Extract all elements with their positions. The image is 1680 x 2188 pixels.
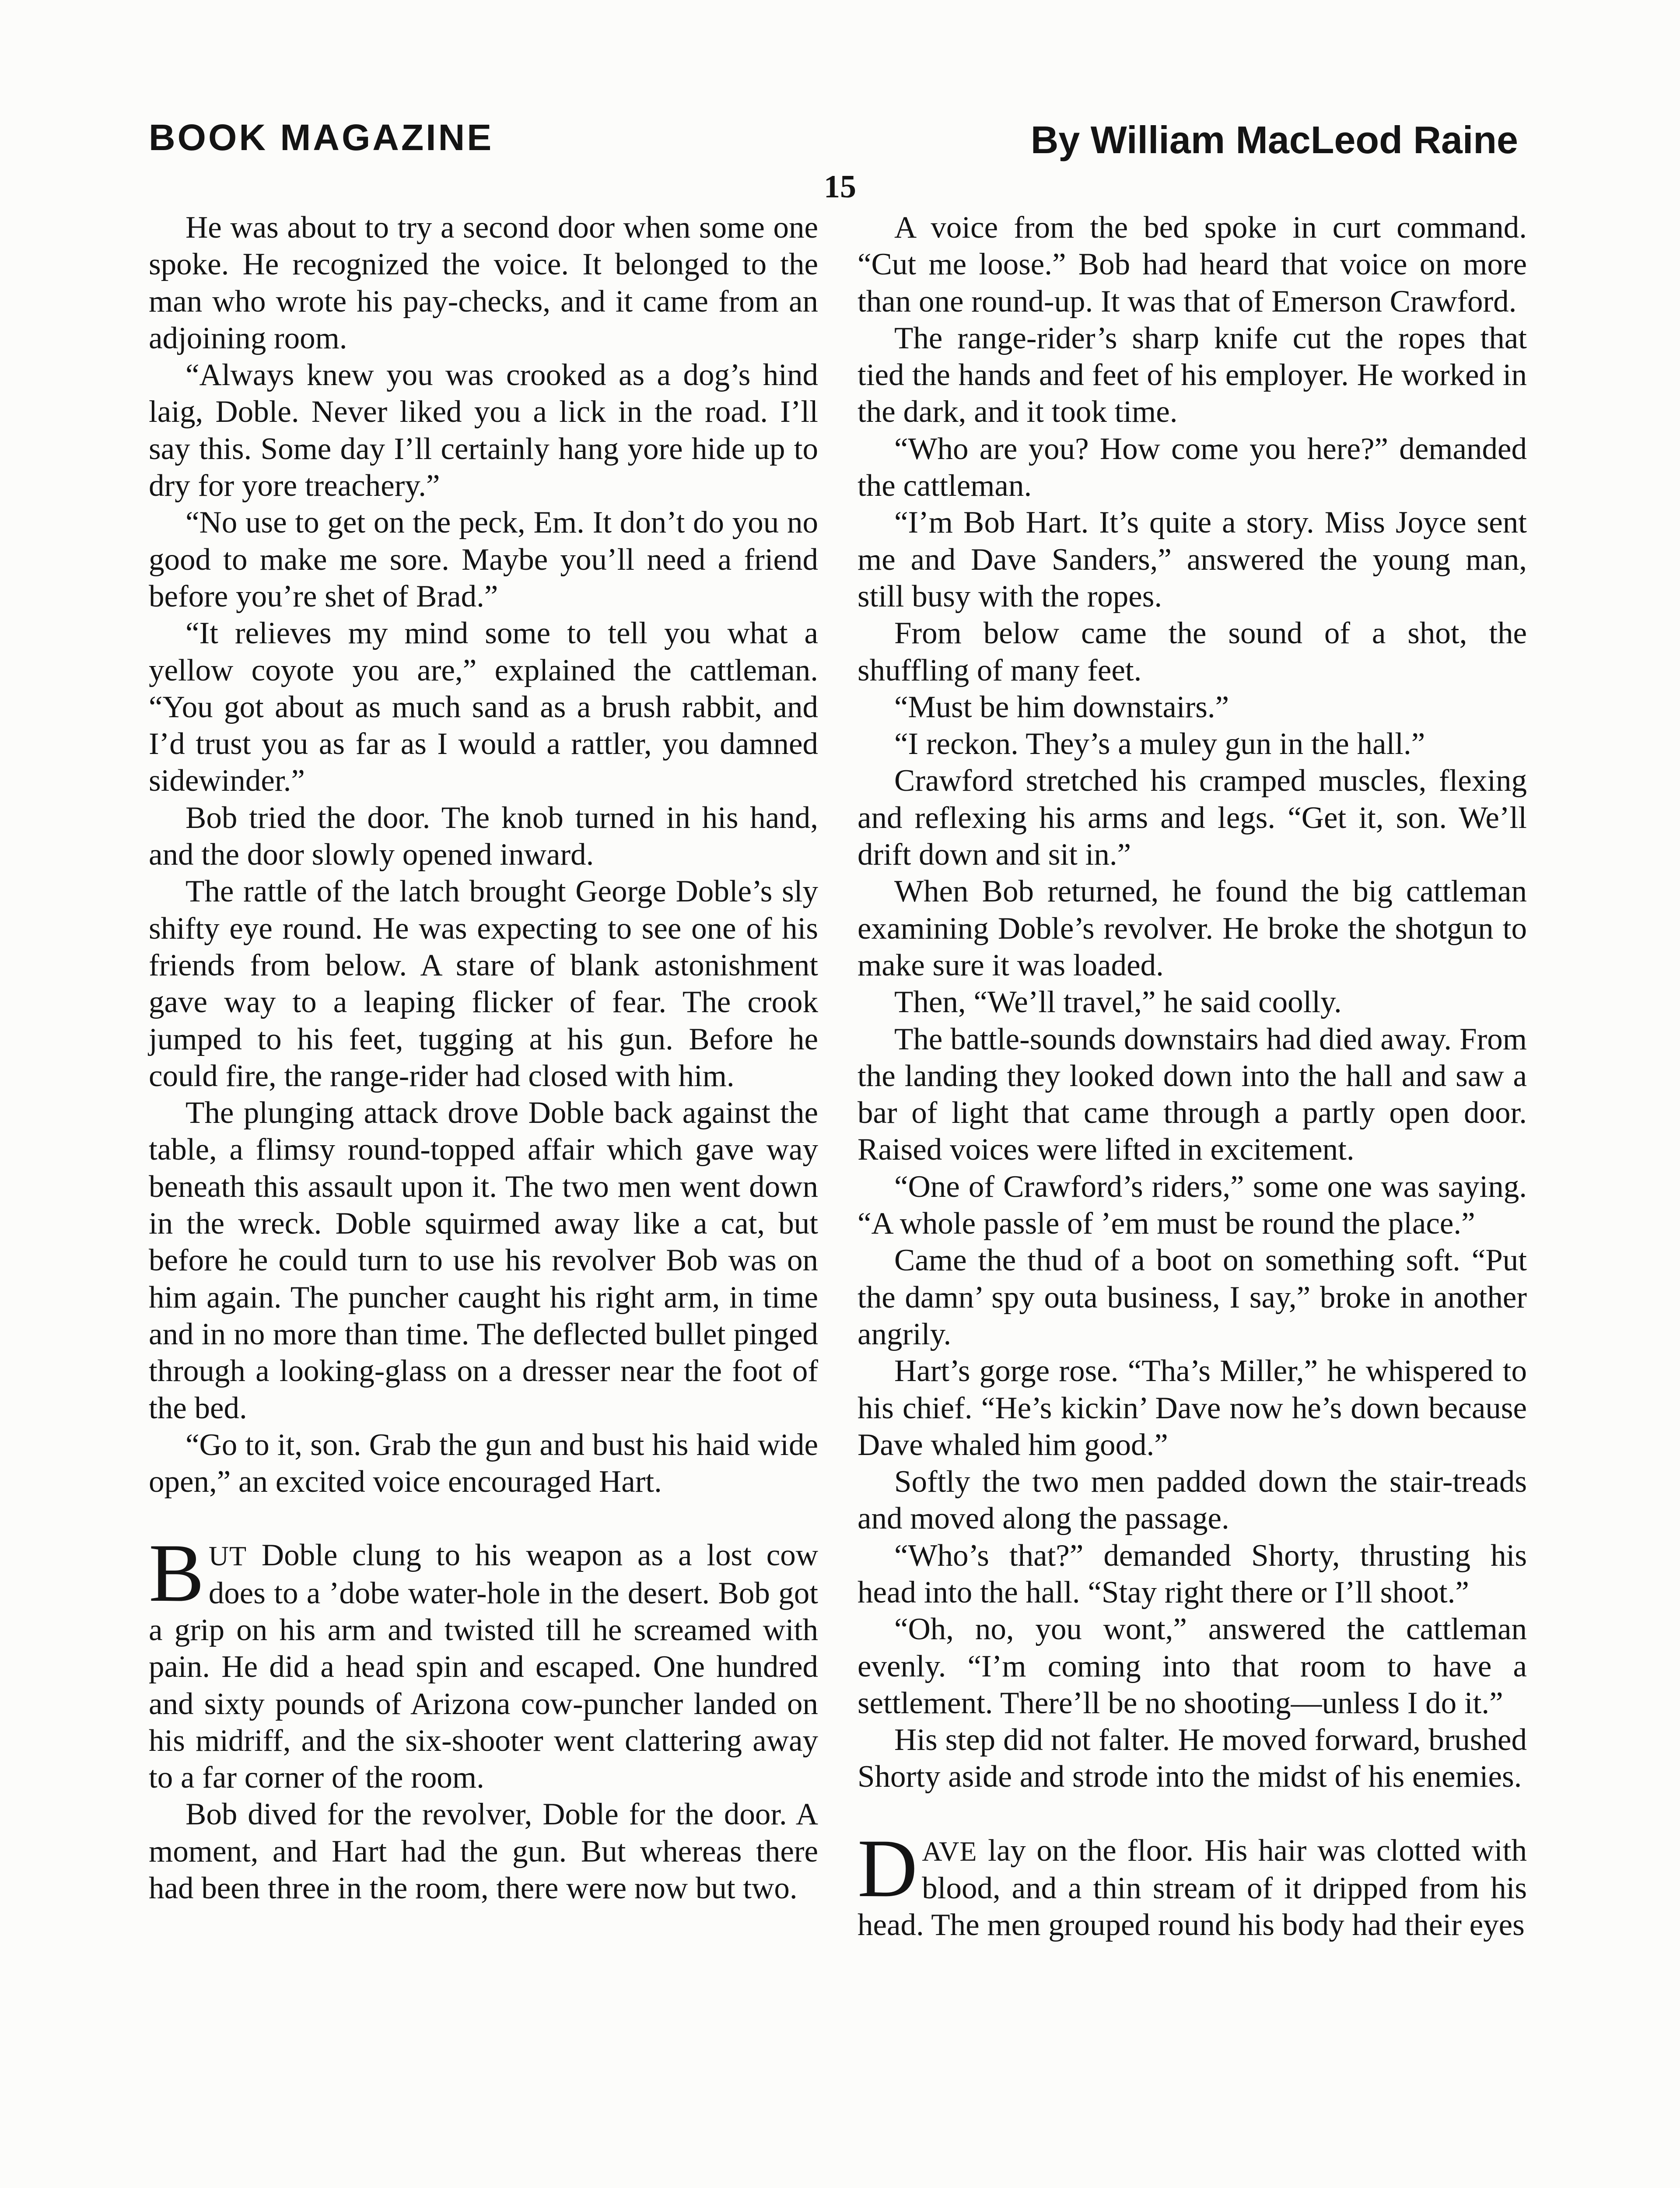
small-caps-lead: AVE — [922, 1835, 977, 1867]
paragraph: Came the thud of a boot on something soft. “Put the damn’ spy outa business, I say,” broke in another angrily. — [858, 1243, 1527, 1351]
small-caps-lead: UT — [208, 1540, 247, 1572]
paragraph: “It relieves my mind some to tell you what a yellow coyote you are,” explained the cattleman. “You got about as much sand as a brush rabbit, and I’d trust you as far as I would a rattler, you damned sidewinder.” — [149, 616, 818, 798]
paragraph: Softly the two men padded down the stair-treads and moved along the passage. — [858, 1465, 1527, 1536]
drop-cap-letter: D — [858, 1822, 918, 1914]
paragraph: Bob dived for the revolver, Doble for the door. A moment, and Hart had the gun. But whereas there had been three in the room, there were now but two. — [149, 1797, 818, 1906]
left-text-column — [149, 209, 818, 1907]
paragraph: He was about to try a second door when some one spoke. He recognized the voice. It belonged to the man who wrote his pay-checks, and it came from an adjoining room. — [149, 210, 818, 355]
paragraph: “I reckon. They’s a muley gun in the hall.” — [894, 727, 1425, 761]
running-header-author: By William MacLeod Raine — [1030, 118, 1518, 161]
paragraph-text: Doble clung to his weapon as a lost cow does to a ’dobe water-hole in the desert. Bob got a grip on his arm and twisted till he screamed with pain. He did a head spin and escaped. One hundred and sixty pounds of Arizona cow-puncher landed on his midriff, and the six-shooter went clattering away to a far corner of the room. — [149, 1538, 818, 1795]
right-text-column — [858, 209, 1527, 1944]
section-opening-paragraph — [858, 1822, 1527, 1944]
paragraph: “Go to it, son. Grab the gun and bust his haid wide open,” an excited voice encouraged Hart. — [149, 1427, 818, 1499]
paragraph: “Who’s that?” demanded Shorty, thrusting his head into the hall. “Stay right there or I’ll shoot.” — [858, 1538, 1527, 1609]
paragraph: “Oh, no, you wont,” answered the cattleman evenly. “I’m coming into that room to have a settlement. There’ll be no shooting—unless I do it.” — [858, 1612, 1527, 1720]
paragraph: Crawford stretched his cramped muscles, flexing and reflexing his arms and legs. “Get it, son. We’ll drift down and sit in.” — [858, 764, 1527, 872]
paragraph: The battle-sounds downstairs had died away. From the landing they looked down into the hall and saw a bar of light that came through a partly open door. Raised voices were lifted in excitement. — [858, 1022, 1527, 1167]
paragraph: Hart’s gorge rose. “Tha’s Miller,” he whispered to his chief. “He’s kickin’ Dave now he’s down because Dave whaled him good.” — [858, 1354, 1527, 1462]
paragraph: His step did not falter. He moved forward, brushed Shorty aside and strode into the midst of his enemies. — [858, 1723, 1527, 1794]
paragraph: The rattle of the latch brought George Doble’s sly shifty eye round. He was expecting to see one of his friends from below. A stare of blank astonishment gave way to a leaping flicker of fear. The crook jumped to his feet, tugging at his gun. Before he could fire, the range-rider had closed with him. — [149, 874, 818, 1093]
page-number: 15 — [824, 169, 856, 205]
paragraph: From below came the sound of a shot, the shuffling of many feet. — [858, 616, 1527, 687]
paragraph: “Who are you? How come you here?” demanded the cattleman. — [858, 431, 1527, 503]
paragraph: Then, “We’ll travel,” he said coolly. — [894, 985, 1342, 1020]
paragraph: “No use to get on the peck, Em. It don’t do you no good to make me sore. Maybe you’ll need a friend before you’re shet of Brad.” — [149, 505, 818, 614]
running-header-title: BOOK MAGAZINE — [149, 117, 494, 158]
paragraph: “Must be him downstairs.” — [894, 690, 1229, 724]
paragraph: A voice from the bed spoke in curt command. “Cut me loose.” Bob had heard that voice on more than one round-up. It was that of Emerson Crawford. — [858, 210, 1527, 319]
section-opening-paragraph — [149, 1527, 818, 1796]
drop-cap-letter: B — [149, 1527, 204, 1620]
paragraph-text: lay on the floor. His hair was clotted with blood, and a thin stream of it dripped from his head. The men grouped round his body had their eyes — [858, 1833, 1527, 1943]
paragraph: “I’m Bob Hart. It’s quite a story. Miss Joyce sent me and Dave Sanders,” answered the young man, still busy with the ropes. — [858, 505, 1527, 614]
paragraph: The range-rider’s sharp knife cut the ropes that tied the hands and feet of his employer. He worked in the dark, and it took time. — [858, 321, 1527, 429]
paragraph: “Always knew you was crooked as a dog’s hind laig, Doble. Never liked you a lick in the road. I’ll say this. Some day I’ll certainly hang yore hide up to dry for yore treachery.” — [149, 358, 818, 503]
paragraph: The plunging attack drove Doble back against the table, a flimsy round-topped affair which gave way beneath this assault upon it. The two men went down in the wreck. Doble squirmed away like a cat, but before he could turn to use his revolver Bob was on him again. The puncher caught his right arm, in time and in no more than time. The deflected bullet pinged through a looking-glass on a dresser near the foot of the bed. — [149, 1096, 818, 1425]
paragraph: When Bob returned, he found the big cattleman examining Doble’s revolver. He broke the shotgun to make sure it was loaded. — [858, 874, 1527, 982]
paragraph: “One of Crawford’s riders,” some one was saying. “A whole passle of ’em must be round the place.” — [858, 1169, 1527, 1241]
paragraph: Bob tried the door. The knob turned in his hand, and the door slowly opened inward. — [149, 800, 818, 872]
